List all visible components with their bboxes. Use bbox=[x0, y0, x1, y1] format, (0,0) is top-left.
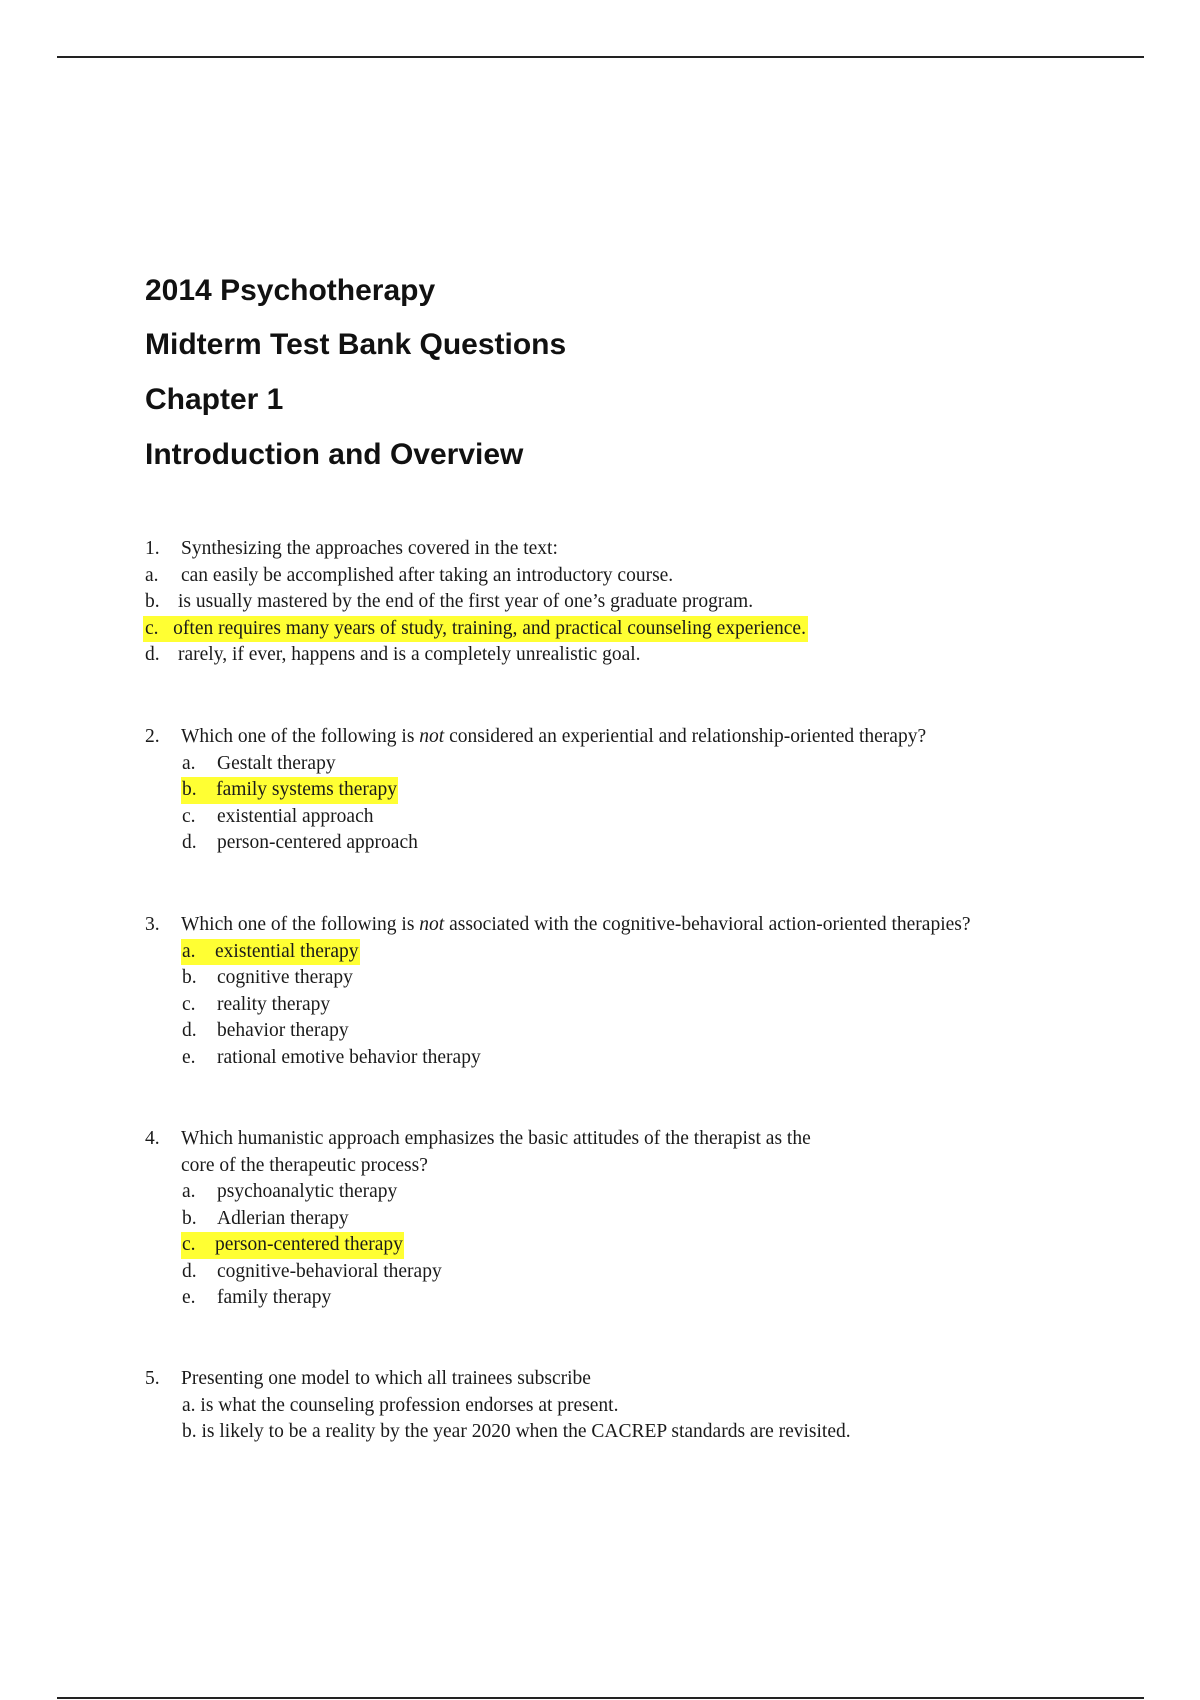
option-text: cognitive therapy bbox=[217, 967, 353, 988]
question-number: 3. bbox=[145, 914, 160, 935]
option-letter: a. bbox=[182, 940, 196, 962]
question-text: core of the therapeutic process? bbox=[181, 1154, 428, 1176]
option-text: is usually mastered by the end of the first year of one’s graduate program. bbox=[178, 591, 754, 612]
option-text: person-centered therapy bbox=[215, 1234, 403, 1255]
answer-option bbox=[0, 1206, 1200, 1233]
question-4 bbox=[0, 1126, 1200, 1312]
answer-option bbox=[0, 992, 1200, 1019]
stem-part: Which one of the following is bbox=[181, 726, 420, 747]
question-stem bbox=[0, 536, 1200, 563]
option-letter: a. bbox=[145, 564, 159, 586]
option-letter: b. bbox=[182, 1207, 197, 1229]
option-letter: c. bbox=[182, 805, 196, 827]
option-letter: d. bbox=[182, 1020, 197, 1041]
question-number: 4. bbox=[145, 1128, 160, 1149]
option-text: person-centered approach bbox=[217, 832, 418, 853]
option-letter: d. bbox=[182, 832, 197, 853]
highlighted-answer bbox=[181, 777, 398, 804]
option-text: behavior therapy bbox=[217, 1020, 349, 1041]
stem-emphasis: not bbox=[419, 726, 445, 747]
answer-option bbox=[0, 830, 1200, 857]
stem-part: considered an experiential and relationship-oriented therapy? bbox=[444, 726, 927, 747]
option-letter: e. bbox=[182, 1046, 196, 1068]
question-number: 5. bbox=[145, 1368, 160, 1389]
stem-emphasis: not bbox=[419, 914, 445, 935]
option-letter: e. bbox=[182, 1287, 196, 1308]
highlighted-answer bbox=[143, 616, 808, 643]
answer-option bbox=[0, 589, 1200, 616]
option-text: Gestalt therapy bbox=[217, 752, 336, 774]
option-text: existential therapy bbox=[215, 940, 359, 962]
answer-option bbox=[0, 751, 1200, 778]
question-text bbox=[181, 912, 971, 939]
question-text: Presenting one model to which all trainees subscribe bbox=[181, 1368, 591, 1389]
question-stem bbox=[0, 724, 1200, 751]
chapter-subtitle: Introduction and Overview bbox=[145, 438, 524, 471]
option-letter: b. bbox=[145, 591, 160, 612]
question-number: 1. bbox=[145, 538, 160, 559]
answer-option bbox=[0, 1179, 1200, 1206]
option-text: existential approach bbox=[217, 805, 374, 827]
option-letter: d. bbox=[182, 1260, 197, 1282]
answer-option-highlighted bbox=[0, 777, 1200, 804]
highlighted-answer bbox=[181, 939, 360, 966]
answer-option-highlighted bbox=[0, 616, 1200, 643]
option-letter: b. bbox=[182, 779, 197, 800]
question-2 bbox=[0, 724, 1200, 857]
question-stem-continued bbox=[0, 1153, 1200, 1180]
title-line-1: 2014 Psychotherapy bbox=[145, 274, 436, 307]
highlighted-answer bbox=[181, 1232, 404, 1259]
answer-option bbox=[0, 563, 1200, 590]
option-letter: c. bbox=[182, 993, 196, 1015]
bottom-rule bbox=[57, 1697, 1144, 1699]
answer-option bbox=[0, 1285, 1200, 1312]
question-stem bbox=[0, 1366, 1200, 1393]
option-text: b. is likely to be a reality by the year 2020 when the CACREP standards are revisited. bbox=[182, 1421, 851, 1442]
title-line-2: Midterm Test Bank Questions bbox=[145, 328, 567, 361]
option-letter: c. bbox=[145, 617, 159, 639]
option-letter: a. bbox=[182, 1181, 196, 1202]
option-text: rational emotive behavior therapy bbox=[217, 1046, 481, 1068]
question-1 bbox=[0, 536, 1200, 669]
option-letter: a. bbox=[182, 752, 196, 774]
answer-option bbox=[0, 965, 1200, 992]
answer-option bbox=[0, 1018, 1200, 1045]
answer-option bbox=[0, 804, 1200, 831]
option-text: can easily be accomplished after taking an introductory course. bbox=[181, 564, 674, 586]
question-text: Which humanistic approach emphasizes the basic attitudes of the therapist as the bbox=[181, 1128, 811, 1149]
option-letter: b. bbox=[182, 967, 197, 988]
answer-option bbox=[0, 1393, 1200, 1420]
question-5 bbox=[0, 1366, 1200, 1446]
answer-option bbox=[0, 642, 1200, 669]
chapter-title: Chapter 1 bbox=[145, 383, 284, 416]
option-text: psychoanalytic therapy bbox=[217, 1181, 398, 1202]
answer-option bbox=[0, 1419, 1200, 1446]
question-stem bbox=[0, 1126, 1200, 1153]
answer-option bbox=[0, 1045, 1200, 1072]
option-text: cognitive-behavioral therapy bbox=[217, 1260, 442, 1282]
option-text: reality therapy bbox=[217, 993, 331, 1015]
stem-part: Which one of the following is bbox=[181, 914, 420, 935]
option-text: rarely, if ever, happens and is a completely unrealistic goal. bbox=[178, 644, 641, 665]
option-text: often requires many years of study, training, and practical counseling experience. bbox=[173, 617, 806, 639]
answer-option-highlighted bbox=[0, 1232, 1200, 1259]
top-rule bbox=[57, 56, 1144, 58]
answer-option bbox=[0, 1259, 1200, 1286]
option-text: family therapy bbox=[217, 1287, 332, 1308]
question-stem bbox=[0, 912, 1200, 939]
option-letter: d. bbox=[145, 644, 160, 665]
option-letter: c. bbox=[182, 1234, 196, 1255]
question-number: 2. bbox=[145, 726, 160, 747]
stem-part: associated with the cognitive-behavioral action-oriented therapies? bbox=[444, 914, 971, 935]
answer-option-highlighted bbox=[0, 939, 1200, 966]
option-text: a. is what the counseling profession endorses at present. bbox=[182, 1394, 619, 1416]
question-3 bbox=[0, 912, 1200, 1071]
question-text: Synthesizing the approaches covered in the text: bbox=[181, 538, 558, 559]
question-text bbox=[181, 724, 926, 751]
option-text: family systems therapy bbox=[216, 779, 398, 800]
option-text: Adlerian therapy bbox=[217, 1207, 349, 1229]
